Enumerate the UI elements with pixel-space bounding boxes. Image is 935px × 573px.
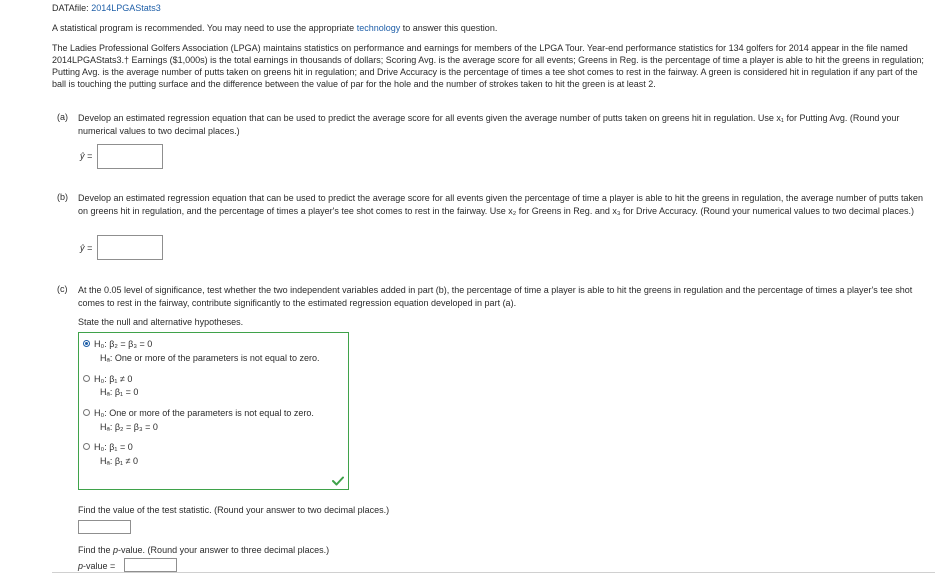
part-a-equation-input[interactable]: [97, 144, 163, 169]
pvalue-prompt: [78, 545, 329, 555]
hypothesis-option-3-h0: H₀: One or more of the parameters is not equal to zero.: [94, 408, 314, 418]
test-statistic-prompt: Find the value of the test statistic. (Round your answer to two decimal places.): [78, 505, 390, 515]
pvalue-prompt-p: p: [113, 545, 119, 555]
hypothesis-option-3-radio[interactable]: [83, 409, 90, 416]
hypothesis-option-2-radio[interactable]: [83, 375, 90, 382]
checkmark-icon: [332, 476, 344, 486]
hypothesis-option-2-h0: H₀: β₁ ≠ 0: [94, 374, 133, 384]
problem-statement: The Ladies Professional Golfers Association (LPGA) maintains statistics on performance and earnings for members of the LPGA Tour. Year-end performance statistics for 134 golfers for 2014 appear in the file named 2014LPGAStats3.† Earnings ($1,000s) is the total earnings in thousands of dollars; Scoring Avg. is the average score for all events; Greens in Reg. is the percentage of time a player is able to hit the greens in regulation; Putting Avg. is the average number of putts taken on greens hit in regulation; and Drive Accuracy is the percentage of times a tee shot comes to rest in the fairway. A green is considered hit in regulation if any part of the ball is touching the putting surface and the difference between the value of par for the hole and the number of strokes taken to hit the green is at least 2.: [52, 43, 924, 89]
intro-prefix: A statistical program is recommended. You may need to use the appropriate: [52, 23, 355, 33]
hypothesis-option-4-ha: Hₐ: β₁ ≠ 0: [100, 456, 139, 466]
part-a-question: Develop an estimated regression equation that can be used to predict the average score for all events given the average number of putts taken on greens hit in regulation. Use x₁ for Putting Avg. (Round your numerical values to two decimal places.): [78, 113, 900, 136]
part-c-question: At the 0.05 level of significance, test whether the two independent variables added in part (b), the percentage of time a player is able to hit the greens in regulation and the percentage of times a player's tee shot comes to rest in the fairway, contribute significantly to the estimated regression equation developed in part (a).: [78, 285, 913, 308]
hypotheses-choice-group: [78, 332, 349, 490]
pvalue-prompt-post: -value. (Round your answer to three decimal places.): [118, 545, 330, 555]
test-statistic-input[interactable]: [78, 520, 131, 534]
part-b-yhat-label: ŷ =: [80, 243, 93, 253]
hypothesis-option-4-radio[interactable]: [83, 443, 90, 450]
hypothesis-option-2-ha: Hₐ: β₁ = 0: [100, 387, 139, 397]
part-b-equation-input[interactable]: [97, 235, 163, 260]
datafile-link[interactable]: 2014LPGAStats3: [91, 3, 161, 13]
hypothesis-option-1-h0: H₀: β₂ = β₃ = 0: [94, 339, 153, 349]
pvalue-label: [78, 561, 115, 571]
pvalue-label-post: -value =: [83, 561, 116, 571]
hypothesis-option-1-ha: Hₐ: One or more of the parameters is not equal to zero.: [100, 353, 320, 363]
intro-text: [52, 22, 927, 34]
hypothesis-option-4-h0: H₀: β₁ = 0: [94, 442, 133, 452]
part-c-label: (c): [57, 284, 68, 294]
pvalue-input[interactable]: [124, 558, 177, 572]
pvalue-label-p: p: [78, 561, 84, 571]
datafile-header: [52, 3, 161, 13]
hypothesis-option-3-ha: Hₐ: β₂ = β₃ = 0: [100, 422, 158, 432]
part-b-label: (b): [57, 192, 68, 202]
intro-suffix: to answer this question.: [402, 23, 498, 33]
technology-link[interactable]: technology: [356, 23, 401, 33]
pvalue-prompt-pre: Find the: [78, 545, 114, 555]
state-hypotheses-prompt: State the null and alternative hypotheses.: [78, 317, 244, 327]
part-a-label: (a): [57, 112, 68, 122]
part-a-yhat-label: ŷ =: [80, 151, 93, 161]
datafile-label: DATAfile:: [52, 3, 89, 13]
part-b-question: Develop an estimated regression equation that can be used to predict the average score for all events given the percentage of time a player is able to hit the greens in regulation, the average number of putts taken on greens hit in regulation, and the percentage of times a player's tee shot comes to rest in the fairway. Use x₂ for Greens in Reg. and x₃ for Drive Accuracy. (Round your numerical values to two decimal places.): [78, 193, 924, 216]
hypothesis-option-1-radio[interactable]: [83, 340, 90, 347]
